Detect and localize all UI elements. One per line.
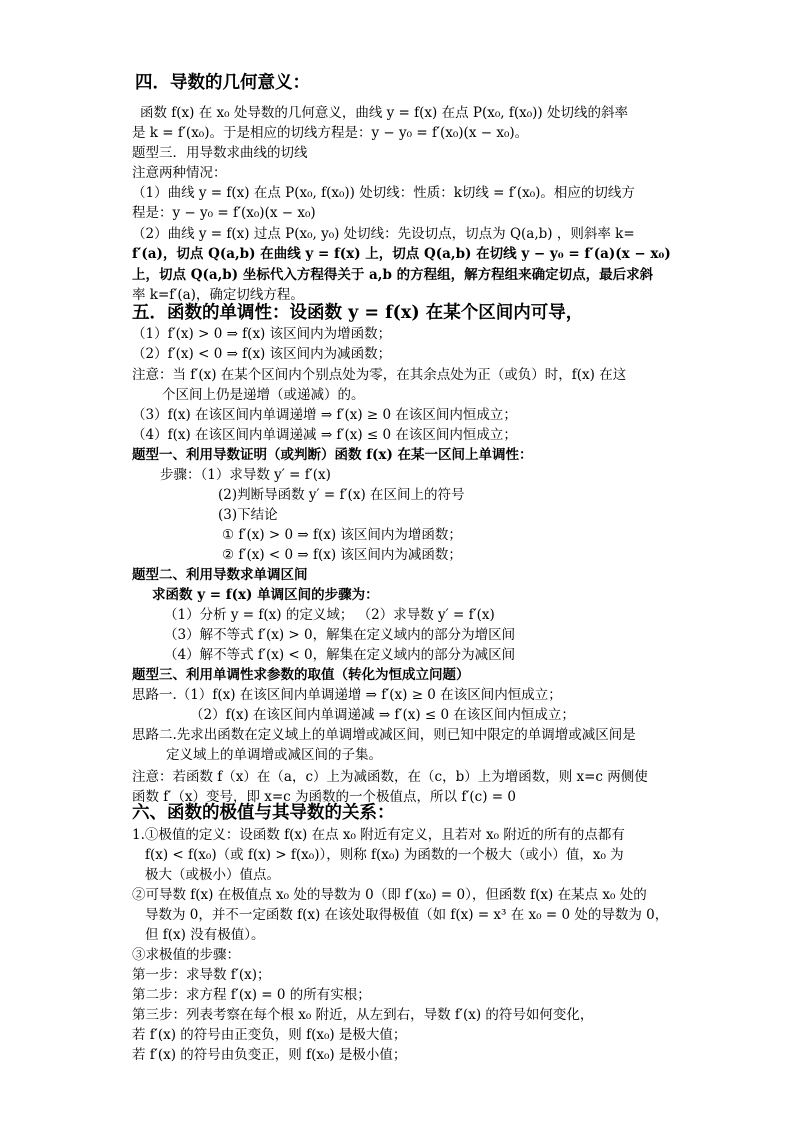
sec6-deriv-line3: 但 f(x) 没有极值）。 bbox=[145, 927, 265, 943]
sec5-idea1-line2: （2）f(x) 在该区间内单调递减 ⇒ f′(x) ≤ 0 在该区间内恒成立； bbox=[190, 707, 575, 723]
sec4-type3-title: 题型三．用导数求曲线的切线 bbox=[132, 145, 308, 161]
sec6-step3: 第三步：列表考察在每个根 x₀ 附近，从左到右，导数 f′(x) 的符号如何变化， bbox=[132, 1007, 594, 1023]
sec5-type1-title: 题型一、利用导数证明（或判断）函数 f(x) 在某一区间上单调性： bbox=[132, 447, 533, 463]
sec5-note2-line1: 注意：若函数 f（x）在（a，c）上为减函数，在（c，b）上为增函数，则 x=c 两侧使 bbox=[132, 769, 648, 785]
sec6-def-line3: 极大（或极小）值点。 bbox=[145, 867, 280, 883]
sec5-item3: （3）f(x) 在该区间内单调递增 ⇒ f′(x) ≥ 0 在该区间内恒成立； bbox=[132, 407, 517, 423]
sec5-step3a: ① f′(x) > 0 ⇒ f(x) 该区间内为增函数； bbox=[222, 527, 462, 543]
sec4-para-line1: 函数 f(x) 在 x₀ 处导数的几何意义，曲线 y = f(x) 在点 P(x₀, f(x₀)) 处切线的斜率 bbox=[140, 105, 628, 121]
sec4-case2-line2: f′(a)，切点 Q(a,b) 在曲线 y = f(x) 上，切点 Q(a,b) 在切线 y − y₀ = f′(a)(x − x₀) bbox=[132, 246, 671, 262]
sec5-idea2-line1: 思路二.先求出函数在定义域上的单调增或减区间，则已知中限定的单调增或减区间是 bbox=[132, 727, 636, 743]
section4-heading: 四．导数的几何意义： bbox=[135, 73, 310, 93]
section5-heading: 五．函数的单调性：设函数 y = f(x) 在某个区间内可导， bbox=[132, 303, 584, 323]
sec4-note: 注意两种情况： bbox=[132, 165, 227, 181]
sec4-case1-line2: 程是：y − y₀ = f′(x₀)(x − x₀) bbox=[132, 205, 316, 221]
sec5-step3b: ② f′(x) < 0 ⇒ f(x) 该区间内为减函数； bbox=[222, 547, 462, 563]
sec5-item1: （1）f′(x) > 0 ⇒ f(x) 该区间内为增函数； bbox=[132, 326, 392, 342]
sec5-step1: 步骤：（1）求导数 y′ = f′(x) bbox=[160, 467, 331, 483]
sec6-step2: 第二步：求方程 f′(x) = 0 的所有实根； bbox=[132, 987, 371, 1003]
sec5-idea2-line2: 定义域上的单调增或减区间的子集。 bbox=[166, 747, 382, 763]
sec5-idea1-line1: 思路一.（1）f(x) 在该区间内单调递增 ⇒ f′(x) ≥ 0 在该区间内恒成立； bbox=[132, 687, 562, 703]
sec5-step2: (2)判断导函数 y′ = f′(x) 在区间上的符号 bbox=[218, 487, 465, 503]
sec6-deriv-line2: 导数为 0，并不一定函数 f(x) 在该处取得极值（如 f(x) = x³ 在 x₀ = 0 处的导数为 0， bbox=[145, 907, 669, 923]
sec5-note-line1: 注意：当 f′(x) 在某个区间内个别点处为零，在其余点处为正（或负）时，f(x) 在这 bbox=[132, 367, 627, 383]
sec5-type3-title: 题型三、利用单调性求参数的取值（转化为恒成立问题） bbox=[132, 667, 470, 683]
sec5-note-line2: 个区间上仍是递增（或递减）的。 bbox=[162, 387, 365, 403]
sec5-item2: （2）f′(x) < 0 ⇒ f(x) 该区间内为减函数； bbox=[132, 346, 392, 362]
sec6-steps-title: ③求极值的步骤： bbox=[132, 947, 240, 963]
sec4-case2-line4: 率 k=f′(a)，确定切线方程。 bbox=[132, 287, 304, 303]
sec6-def-line1: 1.①极值的定义：设函数 f(x) 在点 x₀ 附近有定义，且若对 x₀ 附近的所有的点都有 bbox=[132, 827, 625, 843]
sec5-note2-line2: 函数 f′（x）变号，即 x=c 为函数的一个极值点，所以 f′(c) = 0 bbox=[132, 789, 516, 805]
sec4-case2-line1: （2）曲线 y = f(x) 过点 P(x₀, y₀) 处切线：先设切点，切点为 Q(a,b) ，则斜率 k= bbox=[132, 226, 635, 242]
sec5-type2-steps-title: 求函数 y = f(x) 单调区间的步骤为： bbox=[152, 587, 379, 603]
sec5-type2-step4: （4）解不等式 f′(x) < 0，解集在定义域内的部分为减区间 bbox=[164, 647, 516, 663]
sec6-step3-max: 若 f′(x) 的符号由正变负，则 f(x₀) 是极大值； bbox=[132, 1027, 407, 1043]
sec4-case2-line3: 上，切点 Q(a,b) 坐标代入方程得关于 a,b 的方程组，解方程组来确定切点，最后求斜 bbox=[132, 267, 654, 283]
sec5-step3: (3)下结论 bbox=[218, 507, 278, 523]
sec5-type2-title: 题型二、利用导数求单调区间 bbox=[132, 567, 308, 583]
sec5-type2-step3: （3）解不等式 f′(x) > 0，解集在定义域内的部分为增区间 bbox=[164, 627, 516, 643]
sec6-def-line2: f(x) < f(x₀)（或 f(x) > f(x₀)），则称 f(x₀) 为函数的一个极大（或小）值，x₀ 为 bbox=[145, 847, 624, 863]
section6-heading: 六、函数的极值与其导数的关系： bbox=[132, 803, 395, 823]
sec5-type2-step1: （1）分析 y = f(x) 的定义域； （2）求导数 y′ = f′(x) bbox=[164, 607, 495, 623]
sec6-step1: 第一步：求导数 f′(x)； bbox=[132, 967, 271, 983]
sec6-step3-min: 若 f′(x) 的符号由负变正，则 f(x₀) 是极小值； bbox=[132, 1047, 407, 1063]
sec4-para-line2: 是 k = f′(x₀)。于是相应的切线方程是：y − y₀ = f′(x₀)(x − x₀)。 bbox=[132, 125, 529, 141]
sec5-item4: （4）f(x) 在该区间内单调递减 ⇒ f′(x) ≤ 0 在该区间内恒成立； bbox=[132, 427, 517, 443]
sec6-deriv-line1: ②可导数 f(x) 在极值点 x₀ 处的导数为 0（即 f′(x₀) = 0），但函数 f(x) 在某点 x₀ 处的 bbox=[132, 887, 647, 903]
sec4-case1-line1: （1）曲线 y = f(x) 在点 P(x₀, f(x₀)) 处切线：性质：k切线 = f′(x₀)。相应的切线方 bbox=[132, 185, 635, 201]
